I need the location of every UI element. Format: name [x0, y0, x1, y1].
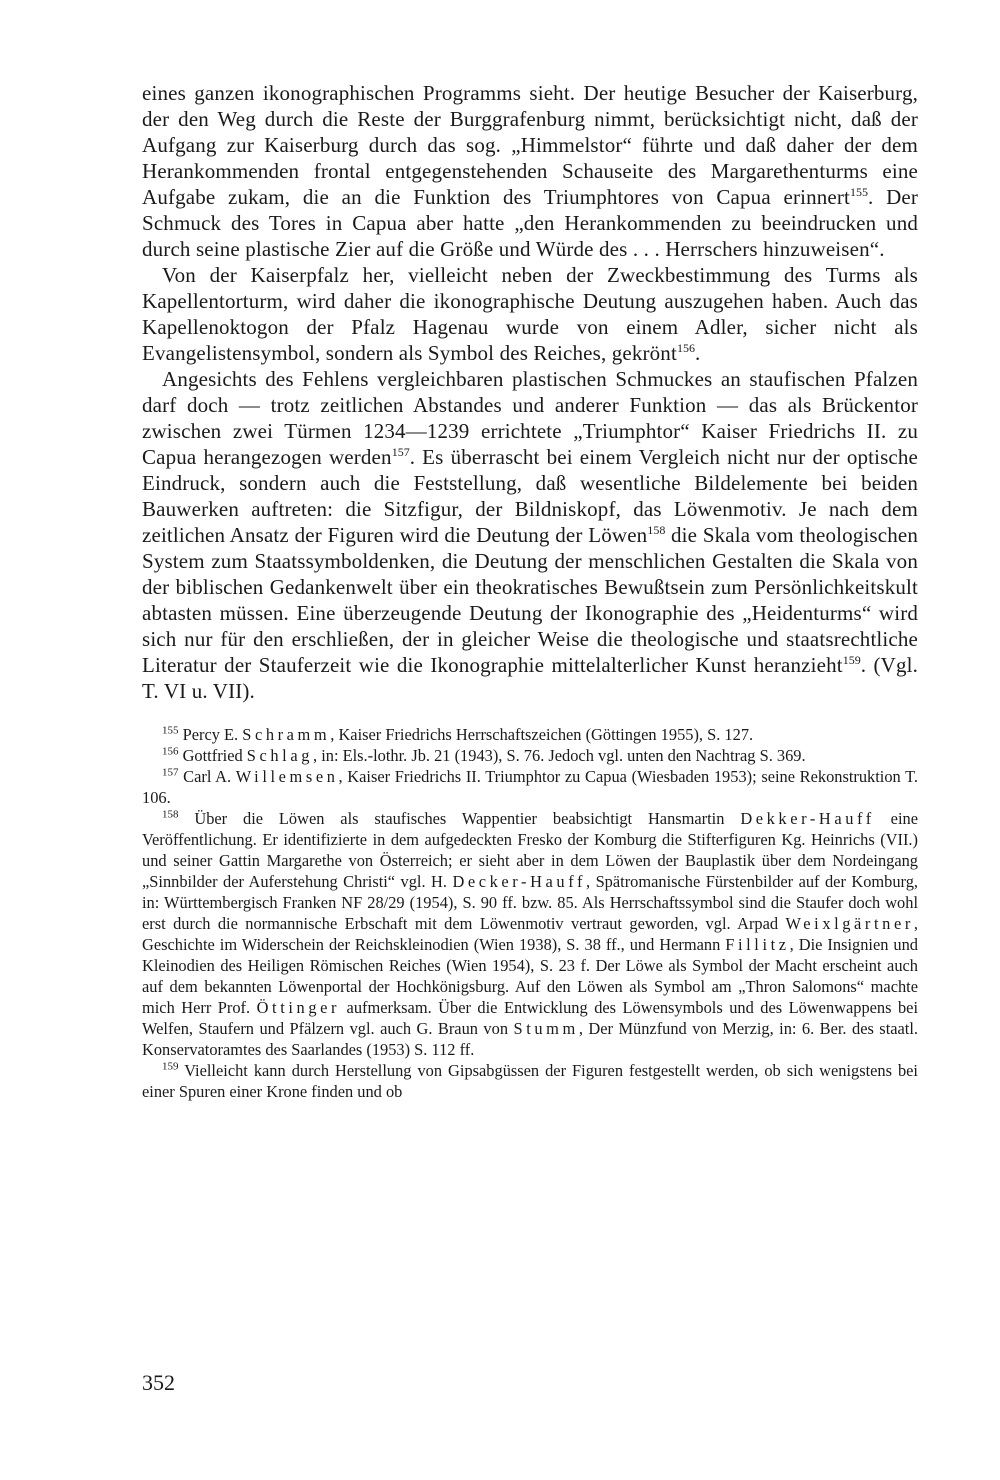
footnote-159 — [142, 1060, 918, 1102]
footnote-text: Carl A. — [178, 767, 236, 786]
footnote-text: , Der Münzfund von Merzig, in: 6. Ber. des staatl. Konservatoramtes des Saarlandes (1953) S. 112 ff. — [142, 1019, 918, 1059]
footnote-number: 157 — [162, 766, 179, 779]
footnote-text: aufmerksam. Über die Entwicklung des Löwensymbols und des Löwenwappens bei Welfen, Staufern und Pfälzern vgl. auch G. Braun von — [142, 998, 919, 1038]
footnote-number: 158 — [162, 808, 179, 821]
footnote-156 — [142, 745, 918, 766]
paragraph-3 — [142, 366, 918, 704]
paragraph-text: Von der Kaiserpfalz her, vielleicht neben der Zweckbestimmung des Turms als Kapellentorturm, wird daher die ikonographische Deutung auszugehen haben. Auch das Kapellenoktogon der Pfalz Hagenau wurde von einem Adler, sicher nicht als Evangelistensymbol, sondern als Symbol des Reiches, gekrönt — [142, 263, 918, 365]
footnote-text: Gottfried — [178, 746, 247, 765]
author-name: Stumm — [513, 1019, 579, 1038]
author-name: Weixlgärtner — [785, 914, 914, 933]
footnote-number: 159 — [162, 1060, 179, 1073]
footnote-number: 156 — [162, 745, 179, 758]
author-name: Decker-Hauff — [452, 872, 587, 891]
footnote-ref-158[interactable]: 158 — [647, 523, 666, 537]
footnote-text: , in: Els.-lothr. Jb. 21 (1943), S. 76. Jedoch vgl. unten den Nachtrag S. 369. — [313, 746, 806, 765]
author-name: Dekker-Hauff — [740, 809, 875, 828]
paragraph-text: . Der Schmuck des Tores in Capua aber hatte „den Herankommenden zu beeindrucken und durch seine plastische Zier auf die Größe und Würde des . . . Herrschers hinzuweisen“. — [142, 185, 918, 261]
paragraph-text: . (Vgl. T. VI u. VII). — [142, 653, 918, 703]
footnote-text: Percy E. — [178, 725, 243, 744]
paragraph-text: eines ganzen ikonographischen Programms sieht. Der heutige Besucher der Kaiserburg, der den Weg durch die Reste der Burggrafenburg nimmt, berücksichtigt nicht, daß der Aufgang zur Kaiserburg durch das sog. „Himmelstor“ führte und daß daher der dem Herankommenden frontal entgegenstehenden Schauseite des Margarethenturms eine Aufgabe zukam, die an die Funktion des Triumphtores von Capua erinnert — [142, 81, 918, 209]
main-text — [142, 80, 918, 704]
footnote-text: , Kaiser Friedrichs Herrschaftszeichen (Göttingen 1955), S. 127. — [330, 725, 754, 744]
footnote-text: , Spätromanische Fürstenbilder auf der Komburg, in: Württembergisch Franken NF 28/29 (1954), S. 90 ff. bzw. 85. Als Herrschaftssymbol sind die Staufer doch wohl erst durch die normannische Erbschaft mit dem Löwenmotiv vertraut geworden, vgl. Arpad — [142, 872, 918, 933]
paragraph-text: . — [694, 341, 701, 365]
author-name: Schlag — [246, 746, 313, 765]
paragraph-text: die Skala vom theologischen System zum Staatssymboldenken, die Deutung der menschlichen Gestalten die Skala von der biblischen Gedankenwelt über ein theokratisches Bewußtsein zum Persönlichkeitskult abtasten müssen. Eine überzeugende Deutung der Ikonographie des „Heidenturms“ wird sich nur für den erschließen, der in gleicher Weise die theologische und staatsrechtliche Literatur der Stauferzeit wie die Ikonographie mittelalterlicher Kunst heranzieht — [142, 523, 918, 677]
footnote-ref-155[interactable]: 155 — [849, 185, 868, 199]
paragraph-1 — [142, 80, 918, 262]
footnote-text: , Kaiser Friedrichs II. Triumphtor zu Capua (Wiesbaden 1953); seine Rekonstruktion T. 106. — [142, 767, 919, 807]
footnote-ref-159[interactable]: 159 — [842, 653, 861, 667]
paragraph-2 — [142, 262, 918, 366]
paragraph-text: Angesichts des Fehlens vergleichbaren plastischen Schmuckes an staufischen Pfalzen darf doch — trotz zeitlichen Abstandes und anderer Funktion — das als Brückentor zwischen zwei Türmen 1234—1239 errichtete „Triumphtor“ Kaiser Friedrichs II. zu Capua herangezogen werden — [142, 367, 918, 469]
author-name: Öttinger — [256, 998, 341, 1017]
footnote-text: , Die Insignien und Kleinodien des Heiligen Römischen Reiches (Wien 1954), S. 23 f. Der Löwe als Symbol der Macht erscheint auch auf dem bekannten Löwenportal der Hochkönigsburg. Auf den Löwen als Symbol am „Thron Salomons“ machte mich Herr Prof. — [142, 935, 918, 1017]
footnote-text: Über die Löwen als staufisches Wappentier beabsichtigt Hansmartin — [178, 809, 741, 828]
page-number: 352 — [142, 1370, 175, 1395]
footnote-155 — [142, 724, 918, 745]
page-content — [142, 80, 918, 1102]
footnote-ref-157[interactable]: 157 — [391, 445, 410, 459]
footnote-ref-156[interactable]: 156 — [676, 341, 695, 355]
footnote-text: , Geschichte im Widerschein der Reichskleinodien (Wien 1938), S. 38 ff., und Hermann — [142, 914, 918, 954]
author-name: Fillitz — [725, 935, 790, 954]
footnotes — [142, 724, 918, 1102]
author-name: Willemsen — [235, 767, 339, 786]
footnote-number: 155 — [162, 724, 179, 737]
footnote-text: eine Veröffentlichung. Er identifizierte in dem aufgedeckten Fresko der Komburg die Stifterfiguren Kg. Heinrichs (VII.) und seiner Gattin Margarethe von Österreich; er sieht aber in dem Löwen der Bauplastik über dem Nordeingang „Sinnbilder der Auferstehung Christi“ vgl. H. — [142, 809, 918, 891]
paragraph-text: . Es überrascht bei einem Vergleich nicht nur der optische Eindruck, sondern auch die Feststellung, daß wesentliche Bildelemente bei beiden Bauwerken auftreten: die Sitzfigur, der Bildniskopf, das Löwenmotiv. Je nach dem zeitlichen Ansatz der Figuren wird die Deutung der Löwen — [142, 445, 919, 547]
footnote-158 — [142, 808, 918, 1060]
footnote-text: Vielleicht kann durch Herstellung von Gipsabgüssen der Figuren festgestellt werden, ob sich wenigstens bei einer Spuren einer Krone finden und ob — [142, 1061, 918, 1101]
author-name: Schramm — [242, 725, 331, 744]
footnote-157 — [142, 766, 918, 808]
